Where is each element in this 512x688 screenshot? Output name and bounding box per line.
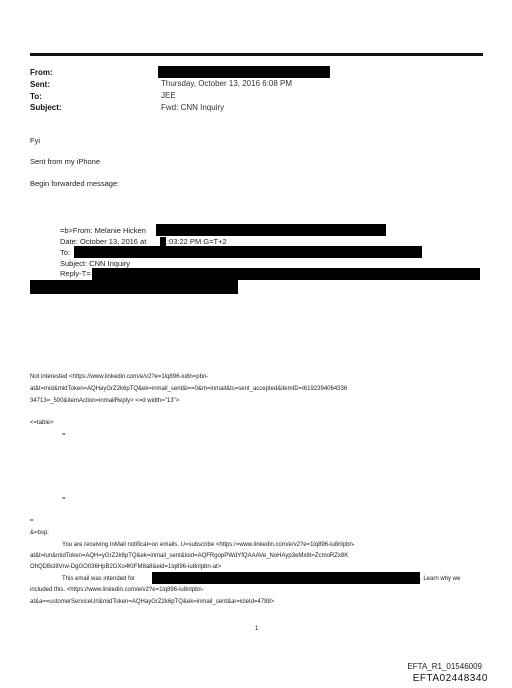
equals-2: = (62, 496, 66, 502)
last-line-text: at&a==ustomerServiceUrl&midToken=AQHayGrZ2k6pTQ&ek=inmail_sent&ar=icleId=4788> (30, 599, 275, 605)
receiving-line-3: OhQDBcl8Vrw-DgGO036HpB2GXo4KtFM8a8&eid=1lq896-iu8nlpbn-at> (30, 564, 222, 570)
fwd-date-suffix: :03:22 PM G=T+2 (167, 237, 227, 246)
fwd-to-text: To: (60, 248, 71, 257)
sent-value: Thursday, October 13, 2016 6:08 PM (161, 79, 293, 88)
receiving-line-1: You are receiving InMail notificat=on emails. U=subscribe <https:/=www.linkedin.com/e/v2?e=1lq896-iu8nlpbn- (62, 542, 355, 548)
redaction-reply-1 (92, 268, 480, 280)
to-label: To: (30, 92, 42, 101)
included-text: included this. <https://www.linkedin.com/e/v2?e=1lq896-iu8nlpbn- (30, 587, 204, 593)
sent-label: Sent: (30, 80, 50, 89)
receiving-line-2: at&t=lun&midToken=AQH=yGrZ2k6pTQ&ek=inmail_sent&loid=AQFRgopPWdYfQAAAVe_NoHAyp3eMx8t=ZcmoRZx8K (30, 553, 349, 559)
fwd-subject-text: Subject: CNN Inquiry (60, 259, 131, 268)
redaction-reply-2 (30, 280, 238, 294)
nbsp-text: &=bsp; (30, 530, 49, 536)
subject-label: Subject: (30, 103, 62, 112)
body-line-3: 34713=_500&itemAction=inmailReply> <=d width="13"> (30, 398, 180, 404)
intended-text: This email was intended for (62, 576, 136, 582)
bates-number-1: EFTA_R1_01546009 (407, 662, 482, 671)
learn-text: . Learn why we (420, 576, 461, 582)
bates-number-2: EFTA02448340 (412, 673, 488, 684)
equals-1: = (62, 432, 66, 438)
equals-3: = (30, 518, 34, 524)
body-line-1: Not interested <https://www.linkedin.com/e/v2?e=1lq896-iu8n=pbn- (30, 374, 209, 380)
body-line-2: at&t=mid&midToken=AQHayGrZ2k6pTQ&ek=inmail_sent&l==0&m=inmail&ts=sent_accepted&itemID=I6192394064336 (30, 386, 348, 392)
redaction-fwd-to (74, 246, 422, 258)
table-text: <=table> (30, 420, 54, 426)
fwd-from-text: =b>From: Melanie Hicken (60, 226, 146, 235)
redaction-fwd-from (156, 224, 386, 236)
fwd-reply-text: Reply-T= (60, 269, 91, 278)
sent-from-text: Sent from my iPhone (30, 157, 101, 166)
from-label: From: (30, 68, 53, 77)
page-number: 1 (255, 626, 259, 632)
subject-value: Fwd: CNN Inquiry (161, 103, 225, 112)
fyi-text: Fyi (30, 136, 40, 145)
fwd-date-prefix: Date: October 13, 2016 at (60, 237, 147, 246)
redaction-from (158, 66, 330, 78)
header-rule (30, 53, 483, 56)
begin-forwarded-text: Begin forwarded message: (30, 179, 120, 188)
redaction-intended (152, 572, 420, 584)
to-value: JEE (161, 91, 176, 100)
redaction-date-hour (160, 237, 166, 246)
